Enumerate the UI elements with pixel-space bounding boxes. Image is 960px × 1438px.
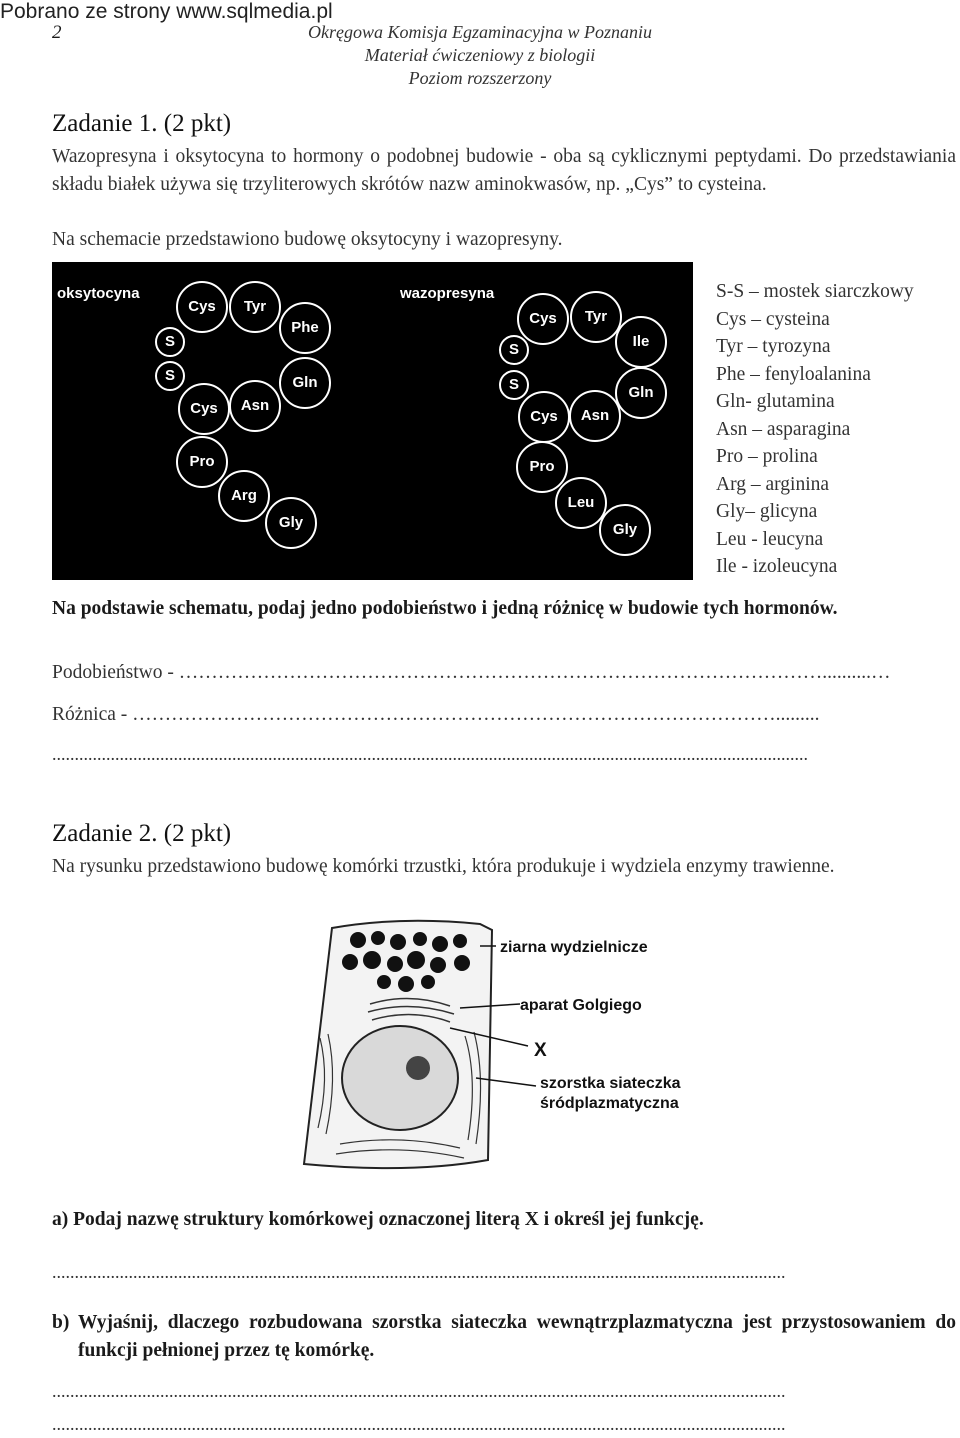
vasopressin-residue: Cys: [530, 407, 558, 425]
vasopressin-sulfur: S: [508, 375, 520, 393]
similarity-answer-line[interactable]: Podobieństwo - ………………………………………………………………………………………..........…: [52, 662, 891, 683]
oxytocin-title: oksytocyna: [57, 285, 140, 302]
amino-acid-legend: [716, 278, 914, 581]
vasopressin-residue: Gly: [612, 520, 638, 538]
oxytocin-residue: Cys: [190, 399, 218, 417]
question-b: Wyjaśnij, dlaczego rozbudowana szorstka siateczka wewnątrzplazmatyczna jest przystosowaniem do funkcji pełnionej przez tę komórkę.: [78, 1312, 956, 1361]
oxytocin-residue: Asn: [240, 396, 270, 414]
watermark: Pobrano ze strony www.sqlmedia.pl: [0, 0, 333, 23]
oxytocin-residue: Arg: [231, 486, 257, 504]
task2-title: Zadanie 2. (2 pkt): [52, 820, 232, 847]
oxytocin-residue: Gly: [278, 513, 304, 531]
rer-label-2: śródplazmatyczna: [540, 1095, 679, 1112]
rer-label-1: szorstka siateczka: [540, 1075, 681, 1092]
legend-item: Cys – cysteina: [716, 308, 830, 330]
oxytocin-sulfur: S: [164, 332, 176, 350]
vasopressin-residue: Pro: [529, 457, 555, 475]
vasopressin-title: wazopresyna: [400, 285, 495, 302]
oxytocin-residue: Tyr: [243, 297, 267, 315]
question-b-prefix: b): [52, 1312, 70, 1333]
granules-label: ziarna wydzielnicze: [500, 939, 648, 956]
vasopressin-residue: Ile: [632, 332, 650, 350]
vasopressin-residue: Cys: [529, 309, 557, 327]
header-line-3: Poziom rozszerzony: [408, 68, 552, 88]
pancreatic-cell-drawing: [300, 908, 700, 1184]
nucleolus: [406, 1056, 430, 1080]
nucleus: [342, 1026, 458, 1130]
legend-item: S-S – mostek siarczkowy: [716, 281, 914, 302]
oxytocin-sulfur: S: [164, 366, 176, 384]
vasopressin-sulfur: S: [508, 340, 520, 358]
legend-item: Tyr – tyrozyna: [716, 336, 831, 357]
task2-paragraph: Na rysunku przedstawiono budowę komórki trzustki, która produkuje i wydziela enzymy trawienne.: [52, 856, 835, 877]
legend-item: Gln- glutamina: [716, 391, 835, 412]
x-label: X: [534, 1040, 547, 1061]
answer-dots-line[interactable]: ........................................................................................................................................................................: [52, 744, 808, 764]
answer-b-dots-2[interactable]: ...................................................................................................................................................................: [52, 1414, 786, 1434]
answer-a-dots[interactable]: ...................................................................................................................................................................: [52, 1262, 786, 1282]
oxytocin-residue: Cys: [188, 297, 216, 315]
task1-diagram-intro: Na schemacie przedstawiono budowę oksytocyny i wazopresyny.: [52, 229, 563, 250]
legend-item: Asn – asparagina: [716, 418, 851, 440]
vasopressin-residue: Gln: [628, 383, 654, 401]
task1-question: Na podstawie schematu, podaj jedno podobieństwo i jedną różnicę w budowie tych hormonów.: [52, 598, 838, 619]
task1-paragraph: Wazopresyna i oksytocyna to hormony o podobnej budowie - oba są cyklicznymi peptydami. Do przedstawiania składu białek używa się trzyliterowych skrótów nazw aminokwasów, np. „Cys” to cysteina.: [52, 146, 956, 195]
oxytocin-residue: Pro: [189, 452, 215, 470]
peptide-diagram: [52, 262, 693, 580]
legend-item: Ile - izoleucyna: [716, 556, 838, 577]
legend-item: Pro – prolina: [716, 446, 818, 467]
vasopressin-residue: Asn: [580, 406, 610, 424]
oxytocin-residue: Phe: [291, 318, 319, 336]
vasopressin-residue: Tyr: [584, 307, 608, 325]
legend-item: Phe – fenyloalanina: [716, 363, 871, 385]
golgi-label: aparat Golgiego: [520, 997, 642, 1014]
question-a: a) Podaj nazwę struktury komórkowej oznaczonej literą X i określ jej funkcję.: [52, 1209, 704, 1230]
oxytocin-residue: Gln: [292, 373, 318, 391]
page-number: 2: [52, 22, 62, 43]
legend-item: Arg – arginina: [716, 473, 830, 495]
answer-b-dots-1[interactable]: ...................................................................................................................................................................: [52, 1381, 786, 1401]
legend-item: Gly– glicyna: [716, 501, 818, 522]
header-line-2: Materiał ćwiczeniowy z biologii: [364, 45, 596, 65]
legend-item: Leu - leucyna: [716, 528, 824, 550]
difference-answer-line[interactable]: Różnica - ……………………………………………………………………………………….........: [52, 704, 820, 725]
vasopressin-residue: Leu: [567, 493, 595, 511]
task1-title: Zadanie 1. (2 pkt): [52, 110, 232, 137]
header-line-1: Okręgowa Komisja Egzaminacyjna w Poznaniu: [308, 22, 652, 42]
